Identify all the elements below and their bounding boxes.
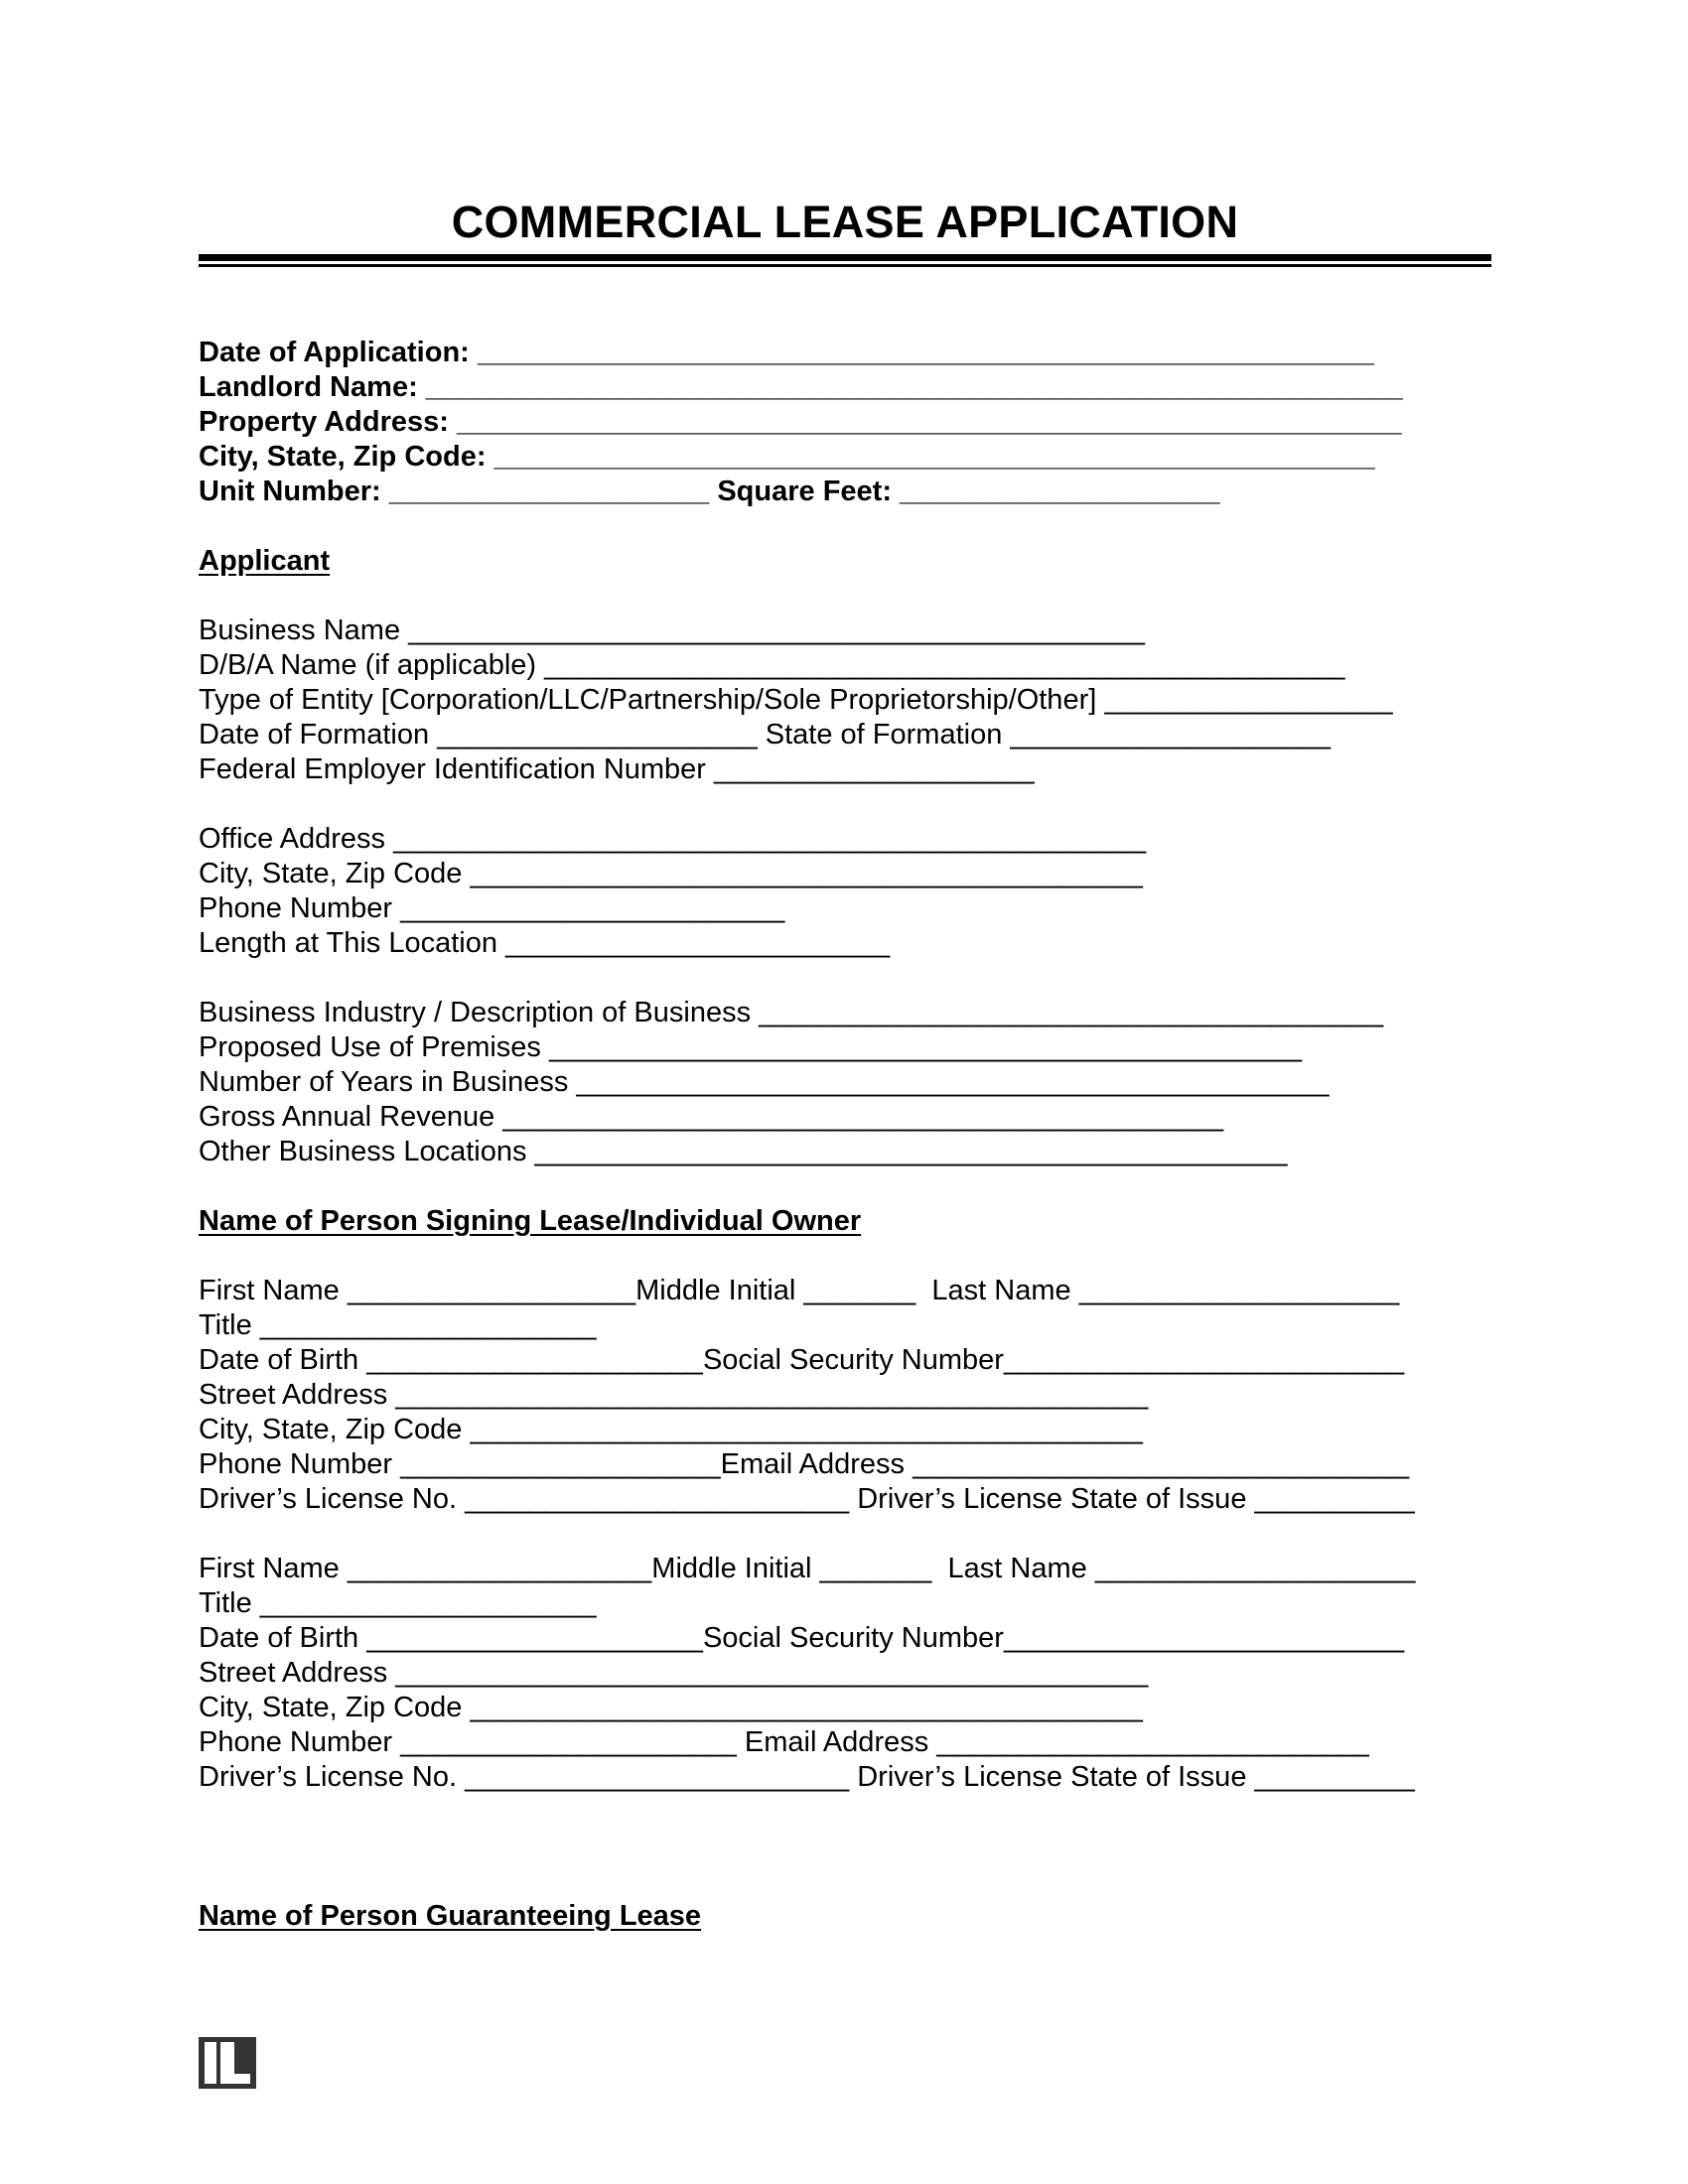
business-name-field[interactable]: Business Name ______________________________________________ (199, 614, 1146, 646)
legal-templates-logo-icon (199, 2037, 256, 2089)
applicant-heading: Applicant (199, 545, 331, 577)
signer-2-name-field[interactable]: First Name ___________________Middle Initial _______ Last Name ____________________ (199, 1553, 1416, 1584)
signer-1-street-field[interactable]: Street Address _______________________________________________ (199, 1379, 1149, 1411)
office-address-field[interactable]: Office Address _______________________________________________ (199, 823, 1147, 855)
title-divider-thin (199, 264, 1491, 267)
entity-type-field[interactable]: Type of Entity [Corporation/LLC/Partnership/Sole Proprietorship/Other] __________________ (199, 684, 1393, 716)
formation-date-state-field[interactable]: Date of Formation ____________________ State of Formation ____________________ (199, 719, 1331, 751)
signer-1-dob-ssn-field[interactable]: Date of Birth _____________________Social Security Number_________________________ (199, 1344, 1405, 1376)
business-industry-field[interactable]: Business Industry / Description of Business _______________________________________ (199, 997, 1384, 1028)
signer-2-city-state-zip-field[interactable]: City, State, Zip Code __________________________________________ (199, 1692, 1143, 1723)
signer-2-dob-ssn-field[interactable]: Date of Birth _____________________Social Security Number_________________________ (199, 1622, 1405, 1654)
guarantor-heading: Name of Person Guaranteeing Lease (199, 1900, 702, 1932)
page-title: COMMERCIAL LEASE APPLICATION (451, 197, 1239, 247)
title-divider-thick (199, 254, 1491, 261)
unit-number-square-feet-field[interactable]: Unit Number: ____________________ Square Feet: ____________________ (199, 476, 1220, 507)
length-at-location-field[interactable]: Length at This Location ________________________ (199, 927, 891, 959)
signer-2-license-field[interactable]: Driver’s License No. ________________________ Driver’s License State of Issue __________ (199, 1761, 1415, 1793)
date-of-application-field[interactable]: Date of Application: ________________________________________________________ (199, 337, 1375, 368)
signer-heading: Name of Person Signing Lease/Individual Owner (199, 1205, 862, 1237)
property-address-field[interactable]: Property Address: ___________________________________________________________ (199, 406, 1402, 438)
signer-2-street-field[interactable]: Street Address _______________________________________________ (199, 1657, 1149, 1689)
gross-revenue-field[interactable]: Gross Annual Revenue _____________________________________________ (199, 1101, 1224, 1133)
property-city-state-zip-field[interactable]: City, State, Zip Code: _______________________________________________________ (199, 441, 1375, 473)
years-in-business-field[interactable]: Number of Years in Business _______________________________________________ (199, 1066, 1330, 1098)
signer-1-name-field[interactable]: First Name __________________Middle Initial _______ Last Name ____________________ (199, 1275, 1400, 1306)
signer-2-title-field[interactable]: Title _____________________ (199, 1587, 597, 1619)
proposed-use-field[interactable]: Proposed Use of Premises _______________________________________________ (199, 1031, 1303, 1063)
signer-1-license-field[interactable]: Driver’s License No. ________________________ Driver’s License State of Issue __________ (199, 1483, 1415, 1515)
signer-1-city-state-zip-field[interactable]: City, State, Zip Code __________________________________________ (199, 1414, 1143, 1445)
signer-1-title-field[interactable]: Title _____________________ (199, 1309, 597, 1341)
fein-field[interactable]: Federal Employer Identification Number ____________________ (199, 753, 1035, 785)
dba-name-field[interactable]: D/B/A Name (if applicable) __________________________________________________ (199, 649, 1345, 681)
office-phone-field[interactable]: Phone Number ________________________ (199, 892, 785, 924)
signer-2-phone-email-field[interactable]: Phone Number _____________________ Email Address ___________________________ (199, 1726, 1369, 1758)
office-city-state-zip-field[interactable]: City, State, Zip Code __________________________________________ (199, 858, 1143, 889)
other-locations-field[interactable]: Other Business Locations _______________________________________________ (199, 1136, 1288, 1167)
signer-1-phone-email-field[interactable]: Phone Number ____________________Email Address _______________________________ (199, 1448, 1410, 1480)
landlord-name-field[interactable]: Landlord Name: _____________________________________________________________ (199, 371, 1403, 403)
